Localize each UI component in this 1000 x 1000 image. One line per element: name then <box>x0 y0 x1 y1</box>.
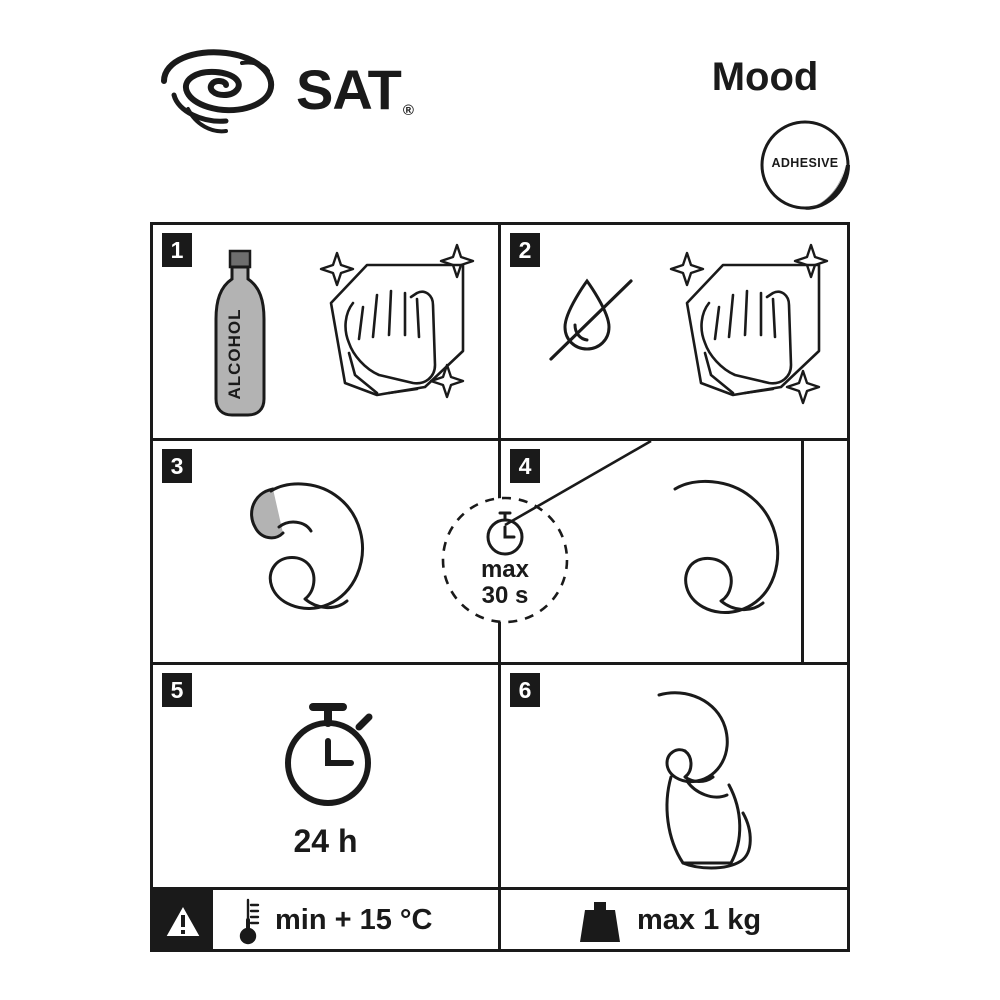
step-number-5: 5 <box>162 673 192 707</box>
brand-name: Mood <box>711 55 819 99</box>
hold-timer-label <box>440 557 570 609</box>
footer-temperature <box>153 890 498 952</box>
no-water-drop-icon <box>541 267 651 377</box>
swirl-logo-icon <box>150 45 290 135</box>
logo-wordmark: SAT ® <box>296 58 413 121</box>
alcohol-bottle-icon <box>208 249 272 419</box>
step-cell-5 <box>153 665 498 887</box>
step-number-4: 4 <box>510 449 540 483</box>
header <box>0 0 1000 210</box>
stopwatch-icon <box>273 697 383 817</box>
dry-cloth-icon <box>649 243 839 423</box>
svg-text:ALCOHOL: ALCOHOL <box>225 308 244 400</box>
pointer-line <box>501 441 701 551</box>
step-number-2: 2 <box>510 233 540 267</box>
step-number-1: 1 <box>162 233 192 267</box>
registered-mark: ® <box>402 102 413 119</box>
instruction-grid <box>150 222 850 952</box>
weight-icon <box>577 898 623 946</box>
step-cell-1 <box>153 225 498 438</box>
brand-logo <box>150 45 413 135</box>
step-number-6: 6 <box>510 673 540 707</box>
hook-press-icon <box>213 469 453 649</box>
adhesive-badge <box>760 120 850 210</box>
product-brand <box>675 55 855 100</box>
footer-weight <box>501 890 847 952</box>
step-number-3: 3 <box>162 449 192 483</box>
wait-time-label: 24 h <box>293 823 358 859</box>
hold-timer-line1: max <box>480 556 530 583</box>
cleaning-cloth-icon <box>293 243 483 423</box>
hook-with-towel-icon <box>601 681 821 881</box>
thermometer-icon <box>231 896 265 946</box>
min-temperature-label: min + 15 °C <box>275 904 433 936</box>
step-cell-2 <box>501 225 847 438</box>
adhesive-badge-label: ADHESIVE <box>771 156 839 170</box>
max-weight-label: max 1 kg <box>637 904 762 936</box>
hold-timer-line2: 30 s <box>481 581 529 609</box>
warning-triangle-icon <box>153 890 213 952</box>
step-cell-6 <box>501 665 847 887</box>
